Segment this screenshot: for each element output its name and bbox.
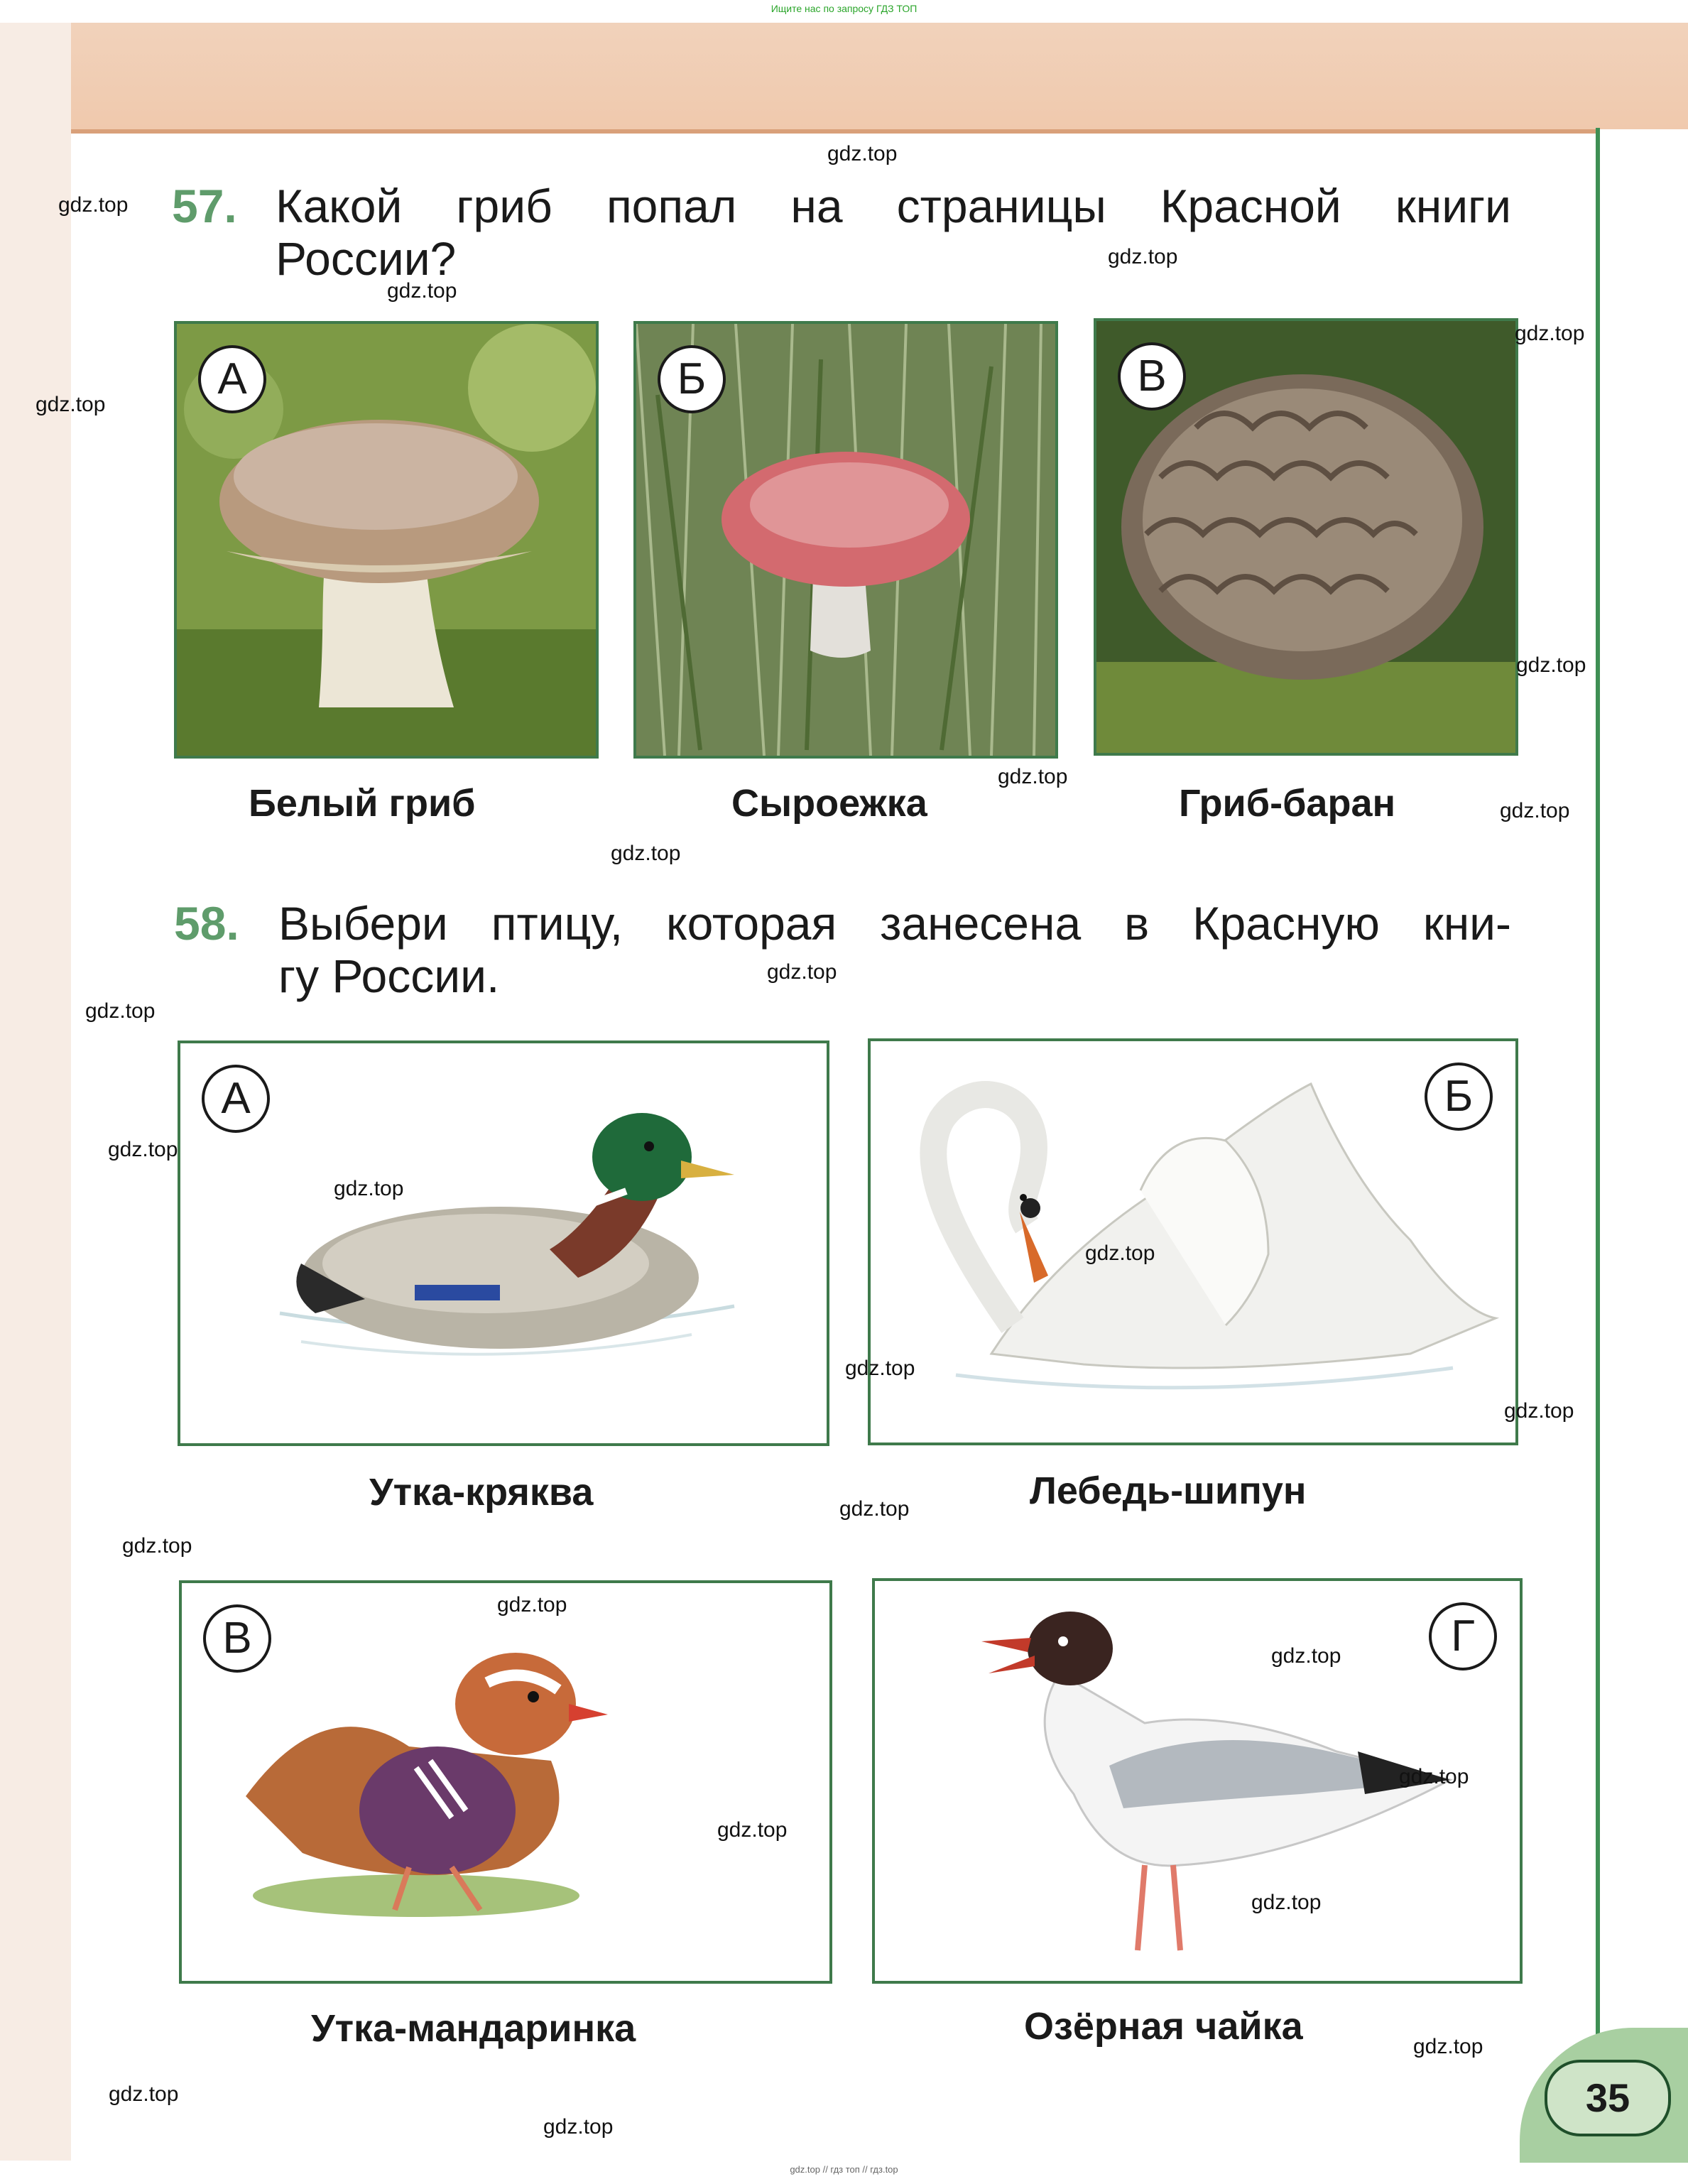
- watermark: gdz.top: [611, 842, 681, 865]
- right-rule: [1596, 128, 1600, 2046]
- question-57-number: 57.: [172, 180, 237, 232]
- option-b-bird-illustration[interactable]: [868, 1038, 1518, 1445]
- watermark: gdz.top: [827, 142, 898, 165]
- watermark: gdz.top: [543, 2115, 614, 2139]
- option-c-badge: В: [1118, 342, 1186, 411]
- watermark: gdz.top: [998, 765, 1068, 788]
- question-57-line2: России?: [276, 232, 457, 285]
- watermark: gdz.top: [58, 193, 129, 217]
- question-58-number: 58.: [174, 897, 239, 950]
- watermark: gdz.top: [36, 393, 106, 416]
- question-58-line2: гу России.: [278, 950, 500, 1002]
- top-ad-banner[interactable]: Ищите нас по запросу ГДЗ ТОП: [771, 3, 917, 14]
- watermark: gdz.top: [1251, 1891, 1322, 1914]
- question-58-line1: Выбери птицу, которая занесена в Красную кни-: [278, 897, 1511, 950]
- option-d-bird-badge: Г: [1429, 1602, 1497, 1670]
- watermark: gdz.top: [1108, 245, 1178, 268]
- question-57-line1: Какой гриб попал на страницы Красной книги: [276, 180, 1511, 232]
- option-b-caption: Сыроежка: [731, 782, 927, 825]
- watermark: gdz.top: [497, 1593, 567, 1617]
- option-c-bird-illustration[interactable]: [179, 1580, 832, 1984]
- watermark: gdz.top: [387, 279, 457, 303]
- option-b-bird-caption: Лебедь-шипун: [1030, 1469, 1307, 1512]
- option-a-bird-caption: Утка-кряква: [369, 1471, 594, 1514]
- option-c-bird-badge: В: [203, 1604, 271, 1673]
- watermark: gdz.top: [334, 1177, 404, 1200]
- mandarin-duck-image: [182, 1583, 829, 1981]
- option-a-mushroom-photo[interactable]: [174, 321, 599, 759]
- left-margin: [0, 23, 71, 2161]
- watermark: gdz.top: [1085, 1242, 1155, 1265]
- option-b-badge: Б: [658, 345, 726, 413]
- option-a-caption: Белый гриб: [249, 782, 476, 825]
- option-a-badge: А: [198, 345, 266, 413]
- watermark: gdz.top: [845, 1357, 915, 1380]
- bottom-ad-banner[interactable]: gdz.top // гдз топ // гдз.top: [790, 2164, 898, 2175]
- option-c-mushroom-photo[interactable]: [1094, 318, 1518, 756]
- header-band: [0, 23, 1688, 129]
- watermark: gdz.top: [1515, 322, 1585, 345]
- option-a-bird-illustration[interactable]: [178, 1041, 829, 1446]
- page-number: 35: [1545, 2060, 1671, 2136]
- watermark: gdz.top: [1413, 2035, 1483, 2058]
- watermark: gdz.top: [717, 1818, 788, 1842]
- watermark: gdz.top: [122, 1534, 192, 1558]
- option-b-mushroom-photo[interactable]: [633, 321, 1058, 759]
- option-b-bird-badge: Б: [1425, 1063, 1493, 1131]
- watermark: gdz.top: [839, 1497, 910, 1521]
- option-c-caption: Гриб-баран: [1179, 782, 1396, 825]
- mallard-duck-image: [180, 1043, 827, 1443]
- watermark: gdz.top: [1399, 1765, 1469, 1788]
- watermark: gdz.top: [108, 1138, 178, 1161]
- watermark: gdz.top: [1271, 1644, 1341, 1668]
- watermark: gdz.top: [767, 960, 837, 984]
- watermark: gdz.top: [109, 2082, 179, 2106]
- option-d-bird-caption: Озёрная чайка: [1024, 2005, 1303, 2048]
- watermark: gdz.top: [1500, 799, 1570, 822]
- watermark: gdz.top: [1504, 1399, 1574, 1423]
- header-divider: [71, 129, 1598, 134]
- mute-swan-image: [871, 1041, 1515, 1443]
- option-a-bird-badge: А: [202, 1065, 270, 1133]
- watermark: gdz.top: [1516, 653, 1586, 677]
- watermark: gdz.top: [85, 999, 156, 1023]
- option-c-bird-caption: Утка-мандаринка: [311, 2007, 636, 2050]
